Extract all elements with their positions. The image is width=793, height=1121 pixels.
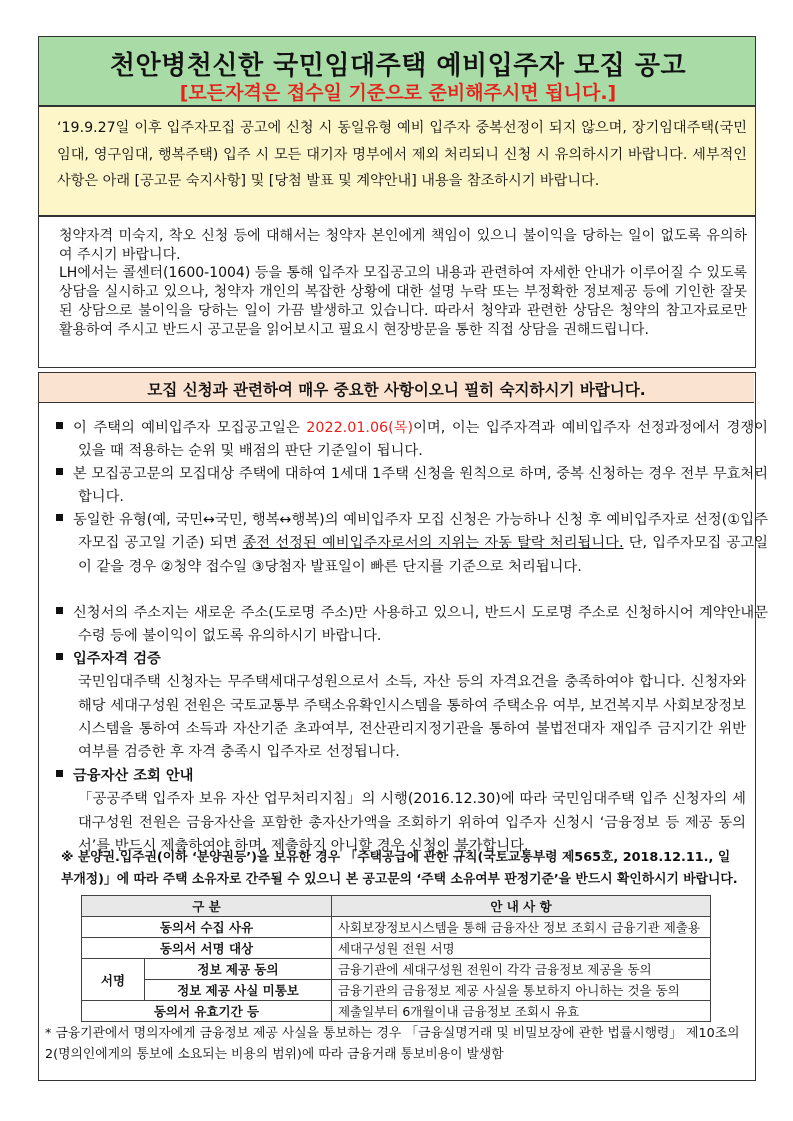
caution-box — [38, 216, 756, 368]
intro-notice-text: ‘19.9.27일 이후 입주자모집 공고에 신청 시 동일유형 예비 입주자 중복선정이 되지 않으며, 장기임대주택(국민임대, 영구임대, 행복주택) 입주 시 모든 대기자 명부에서 제외 처리되니 신청 시 유의하시기 바랍니다. 세부적인 사항은 아래 [공고문 숙지사항] 및 [당첨 발표 및 계약안내] 내용을 참조하시기 바랍니다. — [57, 120, 747, 189]
eligibility-title: 입주자격 검증 — [73, 651, 161, 667]
caution-text — [59, 227, 747, 339]
financial-assets-body: 「공공주택 입주자 보유 자산 업무처리지침」의 시행(2016.12.30)에 따라 국민임대주택 입주 신청자의 세대구성원 전원은 금융자산을 포함한 총자산가액을 조회하기 위하여 입주자 신청시 ‘금융정보 등 제공 동의서’를 반드시 제출하여야 하며, 제출하지 아니할 경우 신청이 불가합니다. — [78, 791, 746, 854]
footnote: * 금융기관에서 명의자에게 금융정보 제공 사실을 통보하는 경우 「금융실명거래 및 비밀보장에 관한 법률시행령」 제10조의2(명의인에게의 통보에 소요되는 비용의 범위)에 따라 금융거래 통보비용이 발생함 — [45, 1026, 740, 1062]
table-row: 동의서 수집 사유 사회보장정보시스템을 통해 금융자산 정보 조회시 금융기관 제출용 — [82, 917, 711, 938]
table-row: 정보 제공 사실 미통보 금융기관의 금융정보 제공 사실을 통보하지 아니하는 것을 동의 — [82, 980, 711, 1001]
caution-paragraph-1: 청약자격 미숙지, 착오 신청 등에 대해서는 청약자 본인에게 책임이 있으니 불이익을 당하는 일이 없도록 유의하여 주시기 바랍니다. — [59, 228, 747, 263]
table-row: 서명 정보 제공 동의 금융기관에 세대구성원 전원이 각각 금융정보 제공을 동의 — [82, 959, 711, 980]
sign-group-label: 서명 — [82, 959, 145, 1001]
title-banner — [38, 36, 756, 106]
intro-notice-box — [38, 106, 756, 216]
auto-drop-notice: 종전 선정된 예비입주자로서의 지위는 자동 탈락 처리됩니다. — [242, 535, 624, 552]
section-header-text: 모집 신청과 관련하여 매우 중요한 사항이오니 필히 숙지하시기 바랍니다. — [147, 381, 646, 399]
square-bullet-icon — [56, 422, 63, 429]
table-header-guide: 안 내 사 항 — [331, 896, 710, 917]
list-item-announcement-date: 이 주택의 예비입주자 모집공고일은 2022.01.06(목)이며, 이는 입주자격과 예비입주자 선정과정에서 경쟁이 있을 때 적용하는 순위 및 배점의 판단 기준일이 됩니다. — [56, 417, 768, 464]
financial-assets-title: 금융자산 조회 안내 — [73, 768, 194, 784]
page-title: 천안병천신한 국민임대주택 예비입주자 모집 공고 — [109, 51, 687, 81]
list-item-one-house-rule: 본 모집공고문의 모집대상 주택에 대하여 1세대 1주택 신청을 원칙으로 하며, 중복 신청하는 경우 전부 무효처리 합니다. — [56, 463, 768, 510]
housing-ownership-notice: ※ 분양권.입주권(이하 ‘분양권등’)을 보유한 경우 「주택공급에 관한 규칙(국토교통부령 제565호, 2018.12.11., 일부개정)」에 따라 주택 소유자로 간주될 수 있으니 본 공고문의 ‘주택 소유여부 판정기준’을 반드시 확인하시기 바랍니다. — [61, 850, 738, 887]
square-bullet-icon — [56, 468, 63, 475]
section-header — [39, 373, 754, 403]
important-section — [38, 372, 768, 1081]
table-header-row — [82, 896, 711, 917]
square-bullet-icon — [56, 607, 63, 614]
list-item-address: 신청서의 주소지는 새로운 주소(도로명 주소)만 사용하고 있으니, 반드시 도로명 주소로 신청하시어 계약안내문 수령 등에 불이익이 없도록 유의하시기 바랍니다. — [56, 602, 768, 649]
caution-paragraph-2: LH에서는 콜센터(1600-1004) 등을 통해 입주자 모집공고의 내용과 관련하여 자세한 안내가 이루어질 수 있도록 상담을 실시하고 있으나, 청약자 개인의 복잡한 상황에 대한 설명 누락 또는 부정확한 정보제공 등에 기인한 잘못된 상담으로 불이익을 당하는 일이 가끔 발생하고 있습니다. 따라서 청약과 관련한 상담은 청약의 참고자료로만 활용하여 주시고 반드시 공고문을 읽어보시고 필요시 현장방문을 통한 직접 상담을 권해드립니다. — [59, 265, 747, 338]
page-subtitle: [모든자격은 접수일 기준으로 준비해주시면 됩니다.] — [179, 82, 617, 104]
table-row: 동의서 서명 대상 세대구성원 전원 서명 — [82, 938, 711, 959]
square-bullet-icon — [56, 653, 63, 660]
square-bullet-icon — [56, 514, 63, 521]
list-item-eligibility — [56, 648, 746, 764]
consent-info-table — [81, 895, 711, 1022]
list-item-financial-assets — [56, 765, 746, 858]
square-bullet-icon — [56, 770, 63, 777]
table-header-category: 구 분 — [82, 896, 332, 917]
eligibility-body: 국민임대주택 신청자는 무주택세대구성원으로서 소득, 자산 등의 자격요건을 충족하여야 합니다. 신청자와 해당 세대구성원 전원은 국토교통부 주택소유확인시스템을 통하여 주택소유 여부, 보건복지부 사회보장정보시스템을 통하여 소득과 자산기준 초과여부, 전산관리지정기관을 통하여 불법전대자 재입주 금지기간 위반 여부를 검증한 후 자격 충족시 입주자로 선정됩니다. — [78, 674, 746, 761]
table-row: 동의서 유효기간 등 제출일부터 6개월이내 금융정보 조회시 유효 — [82, 1001, 711, 1022]
announcement-date: 2022.01.06(목) — [306, 420, 414, 436]
list-item-duplicate-application: 동일한 유형(예, 국민↔국민, 행복↔행복)의 예비입주자 모집 신청은 가능하나 신청 후 예비입주자로 선정(①입주자모집 공고일 기준) 되면 종전 선정된 예비입주자로서의 지위는 자동 탈락 처리됩니다. 단, 입주자모집 공고일이 같을 경우 ②청약 접수일 ③당첨자 발표일이 빠른 단지를 기준으로 처리됩니다. — [56, 509, 768, 579]
